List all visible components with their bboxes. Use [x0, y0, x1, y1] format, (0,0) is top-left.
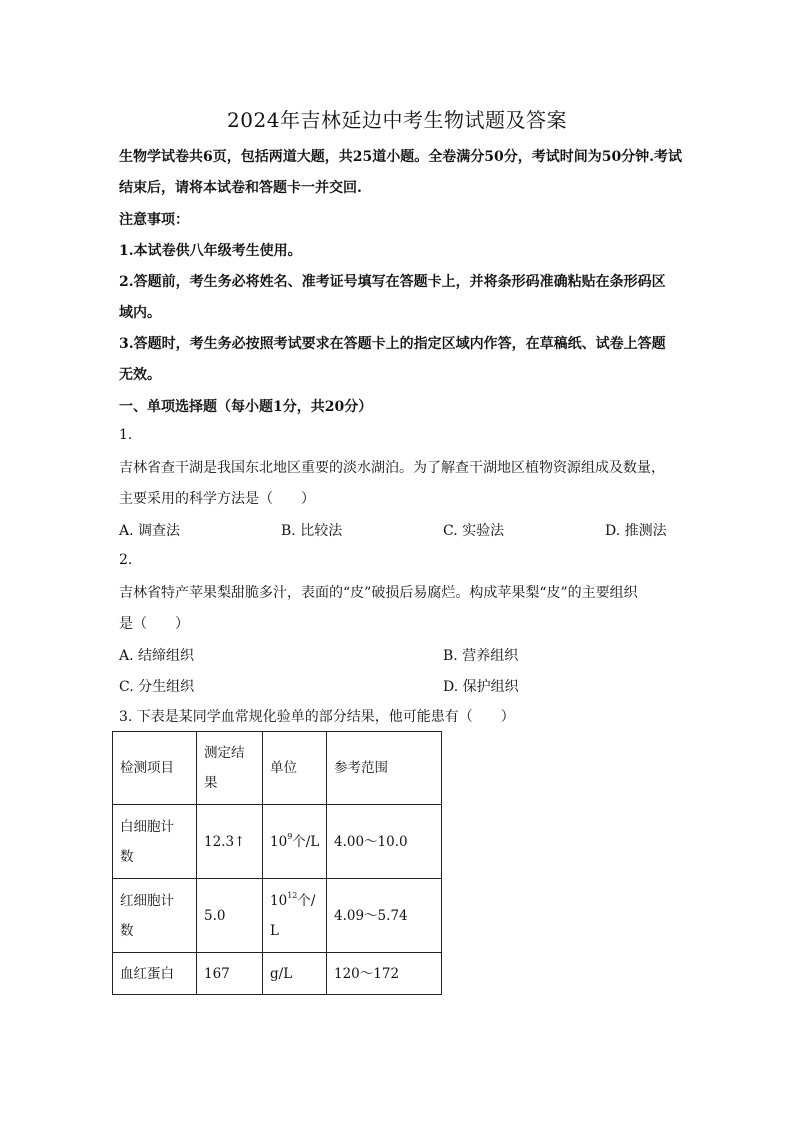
- table-cell-result: [197, 879, 263, 953]
- row-unit-base: 10: [270, 833, 288, 850]
- header-item-label: 检测项目: [120, 760, 174, 776]
- notice-item-1: 1.本试卷供八年级考生使用。: [119, 243, 302, 259]
- notice-item-2-line-2: 域内。: [119, 305, 161, 321]
- row-unit-base: g/L: [270, 965, 293, 982]
- row-item-line-1: 白细胞计: [120, 818, 174, 835]
- question-2-stem-line-1: 吉林省特产苹果梨甜脆多汁，表面的“皮”破损后易腐烂。构成苹果梨“皮”的主要组织: [119, 585, 638, 601]
- row-item-line-2: 数: [120, 848, 134, 865]
- section-heading: 一、单项选择题（每小题1分，共20分）: [119, 399, 373, 415]
- table-cell-unit: [263, 953, 327, 995]
- header-unit-label: 单位: [270, 760, 297, 776]
- blood-test-table: [112, 731, 442, 995]
- row-unit-rest: 个/L: [292, 833, 320, 850]
- intro-line-1: 生物学试卷共6页，包括两道大题，共25道小题。全卷满分50分，考试时间为50分钟.考试: [119, 149, 683, 165]
- notice-item-3-line-2: 无效。: [119, 367, 161, 383]
- table-cell-item: [113, 805, 197, 879]
- header-result-label-line-2: 果: [204, 775, 218, 791]
- question-2-option-c: C. 分生组织: [119, 679, 195, 695]
- table-cell-range: [327, 953, 442, 995]
- table-header-cell: [113, 732, 197, 805]
- table-cell-item: [113, 879, 197, 953]
- question-1-option-d: D. 推测法: [605, 523, 667, 539]
- row-range: 4.00～10.0: [334, 833, 408, 850]
- question-1-option-c: C. 实验法: [443, 523, 505, 539]
- notice-item-3-line-1: 3.答题时，考生务必按照考试要求在答题卡上的指定区域内作答，在草稿纸、试卷上答题: [119, 336, 666, 352]
- header-range-label: 参考范围: [334, 760, 388, 776]
- table-header-cell: [327, 732, 442, 805]
- question-2-option-a: A. 结缔组织: [119, 648, 195, 664]
- question-1-option-a: A. 调查法: [119, 523, 181, 539]
- notice-heading: 注意事项：: [119, 212, 189, 228]
- table-cell-item: [113, 953, 197, 995]
- row-item-line-1: 血红蛋白: [120, 965, 174, 982]
- question-1-stem-line-2: 主要采用的科学方法是（ ）: [119, 491, 315, 507]
- question-3-stem: 3. 下表是某同学血常规化验单的部分结果，他可能患有（ ）: [119, 709, 515, 725]
- row-unit-base: 10: [270, 892, 288, 909]
- row-range: 120～172: [334, 965, 400, 982]
- table-row: [113, 805, 442, 879]
- question-2-number: 2.: [119, 552, 133, 568]
- question-2-stem-line-2: 是（ ）: [119, 616, 189, 632]
- table-header-row: [113, 732, 442, 805]
- table-cell-range: [327, 879, 442, 953]
- table-cell-result: [197, 805, 263, 879]
- table-header-cell: [197, 732, 263, 805]
- row-result: 12.3↑: [204, 833, 246, 850]
- question-1-stem-line-1: 吉林省查干湖是我国东北地区重要的淡水湖泊。为了解查干湖地区植物资源组成及数量，: [119, 460, 665, 476]
- intro-line-2: 结束后，请将本试卷和答题卡一并交回.: [119, 180, 362, 196]
- row-range: 4.09～5.74: [334, 907, 408, 924]
- table-cell-unit: [263, 879, 327, 953]
- question-2-option-d: D. 保护组织: [443, 679, 519, 695]
- header-result-label-line-1: 测定结: [204, 745, 245, 761]
- row-unit-rest: 个/: [297, 892, 316, 909]
- table-cell-range: [327, 805, 442, 879]
- question-2-option-b: B. 营养组织: [443, 648, 519, 664]
- row-unit-exponent: 9: [287, 832, 293, 841]
- table-cell-result: [197, 953, 263, 995]
- row-result: 167: [204, 965, 230, 982]
- row-item-line-1: 红细胞计: [120, 892, 174, 909]
- row-result: 5.0: [204, 907, 226, 924]
- row-unit-line-2: L: [270, 922, 279, 939]
- table-row: [113, 953, 442, 995]
- row-item-line-2: 数: [120, 922, 134, 939]
- table-header-cell: [263, 732, 327, 805]
- table-row: [113, 879, 442, 953]
- table-cell-unit: [263, 805, 327, 879]
- page-title: 2024年吉林延边中考生物试题及答案: [227, 108, 567, 132]
- notice-item-2-line-1: 2.答题前，考生务必将姓名、准考证号填写在答题卡上，并将条形码准确粘贴在条形码区: [119, 274, 666, 290]
- row-unit-exponent: 12: [287, 891, 298, 900]
- question-1-option-b: B. 比较法: [281, 523, 343, 539]
- question-1-number: 1.: [119, 427, 133, 443]
